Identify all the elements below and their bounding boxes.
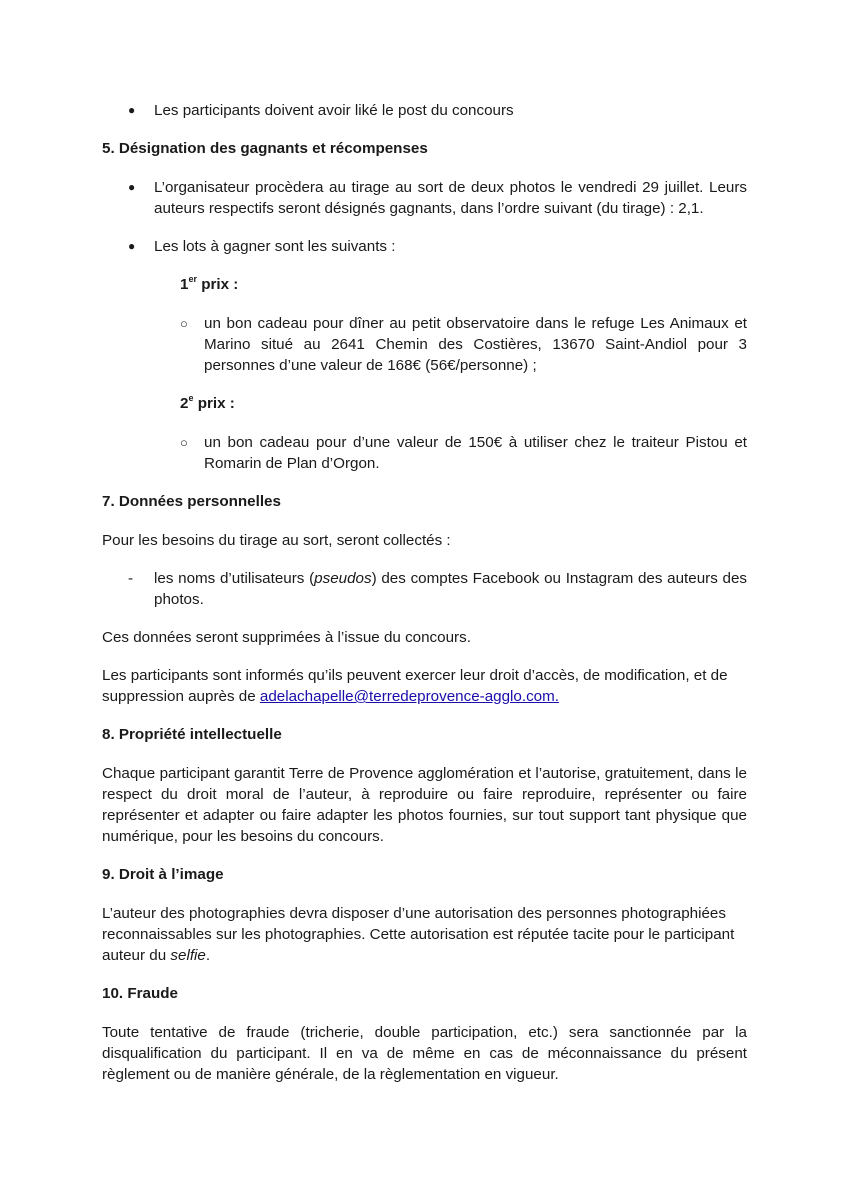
prize-1-title: 1er prix : [180,273,239,293]
section-heading-5: 5. Désignation des gagnants et récompenses [102,140,428,157]
prize-1-item [102,313,747,376]
section-heading-8: 8. Propriété intellectuelle [102,726,282,743]
circle-bullet-icon: ○ [180,435,188,450]
list-item [102,236,747,257]
section-10-body: Toute tentative de fraude (tricherie, double participation, etc.) sera sanctionnée par la disqualification du participant. Il en va de même en cas de méconnaissance du présent règlement ou de manière générale, de la règlementation en vigueur. [102,1024,747,1083]
dash-bullet-icon: - [128,570,134,587]
prize-2-item [102,432,747,474]
section-heading-9: 9. Droit à l’image [102,866,224,883]
section-9-body: L’auteur des photographies devra disposer d’une autorisation des personnes photographiées reconnaissables sur les photographies. Cette autorisation est réputée tacite pour le participant auteur du selfie. [102,905,735,964]
email-link[interactable]: adelachapelle@terredeprovence-agglo.com. [259,688,559,705]
circle-bullet-icon: ○ [180,316,188,331]
bullet-icon: ● [128,103,136,117]
bullet-icon: ● [128,239,136,253]
list-item-text: les noms d’utilisateurs (pseudos) des comptes Facebook ou Instagram des auteurs des photos. [154,570,747,608]
section-7-intro: Pour les besoins du tirage au sort, seront collectés : [102,532,451,549]
list-item-text: L’organisateur procèdera au tirage au sort de deux photos le vendredi 29 juillet. Leurs auteurs respectifs seront désignés gagnants, dans l’ordre suivant (du tirage) : 2,1. [154,179,747,217]
list-item [102,100,747,121]
section-heading-10: 10. Fraude [102,985,178,1002]
list-item-text: Les participants doivent avoir liké le post du concours [154,102,514,119]
bullet-icon: ● [128,180,136,194]
list-item [102,568,747,610]
prize-1-text: un bon cadeau pour dîner au petit observatoire dans le refuge Les Animaux et Marino situé au 2641 Chemin des Costières, 13670 Saint-Andiol pour 3 personnes d’une valeur de 168€ (56€/personne) ; [204,315,747,374]
prize-2-title: 2e prix : [180,392,235,412]
prize-2-text: un bon cadeau pour d’une valeur de 150€ à utiliser chez le traiteur Pistou et Romarin de Plan d’Orgon. [204,434,747,472]
section-7-deletion: Ces données seront supprimées à l’issue du concours. [102,629,471,646]
document-page [102,100,747,1102]
list-item-text: Les lots à gagner sont les suivants : [154,238,396,255]
section-7-rights: Les participants sont informés qu’ils peuvent exercer leur droit d’accès, de modification, et de suppression auprès de adelachapelle@terredeprovence-agglo.com. [102,667,728,705]
section-8-body: Chaque participant garantit Terre de Provence agglomération et l’autorise, gratuitement, dans le respect du droit moral de l’auteur, à reproduire ou faire reproduire, représenter ou faire représenter et adapter ou faire adapter les photos fournies, sur tout support tant physique que numérique, pour les besoins du concours. [102,765,747,845]
section-heading-7: 7. Données personnelles [102,493,281,510]
list-item [102,177,747,219]
